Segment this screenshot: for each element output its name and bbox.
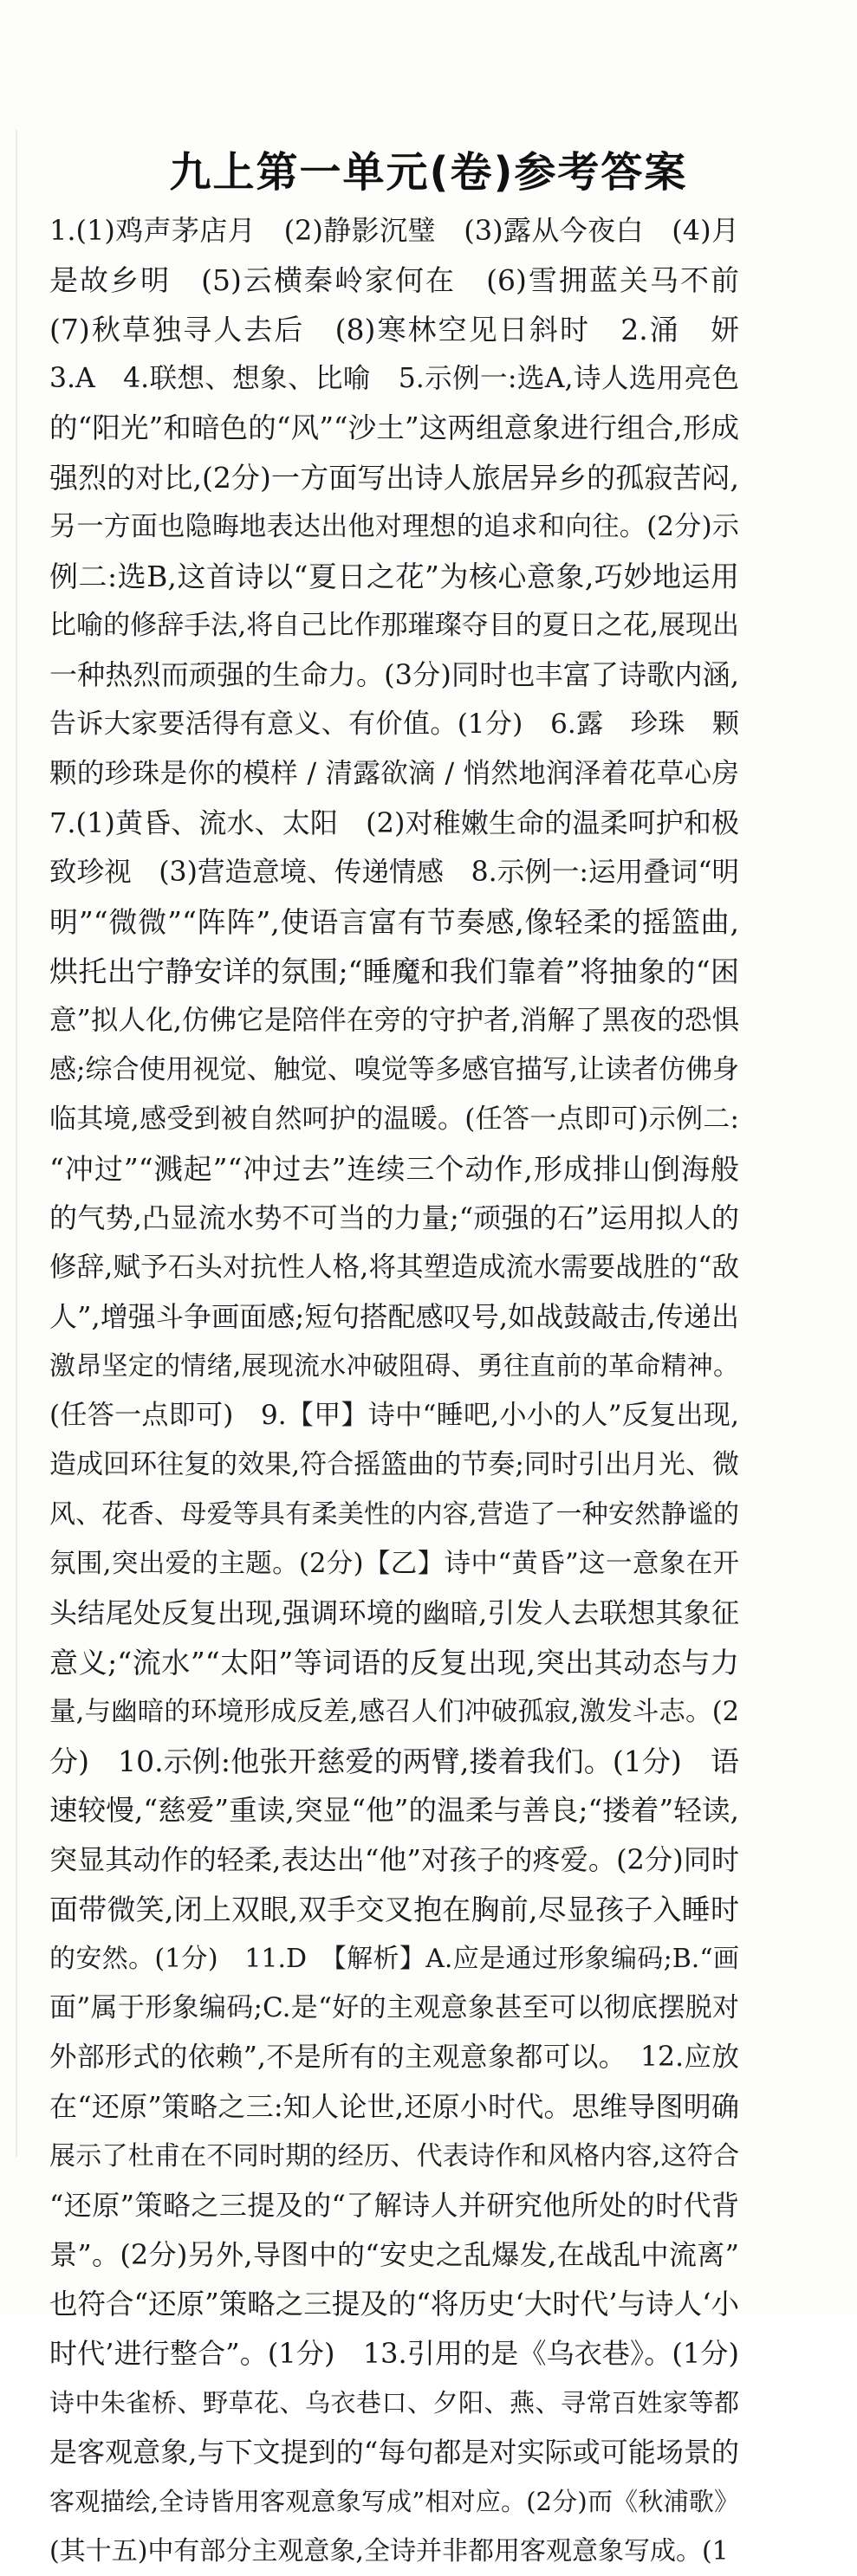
answer-line: “还原”策略之三提及的“了解诗人并研究他所处的时代背 bbox=[49, 2189, 739, 2222]
answer-line: 速较慢,“慈爱”重读,突显“他”的温柔与善良;“搂着”轻读, bbox=[49, 1794, 739, 1827]
answer-line: 告诉大家要活得有意义、有价值。(1分) 6.露 珍珠 颗 bbox=[49, 709, 739, 740]
answer-line: 致珍视 (3)营造意境、传递情感 8.示例一:运用叠词“明 bbox=[49, 857, 739, 888]
answer-line: 比喻的修辞手法,将自己比作那璀璨夺目的夏日之花,展现出 bbox=[49, 610, 739, 641]
answer-line: 是客观意象,与下文提到的“每句都是对实际或可能场景的 bbox=[49, 2436, 739, 2469]
answer-line: 一种热烈而顽强的生命力。(3分)同时也丰富了诗歌内涵, bbox=[49, 658, 739, 691]
answer-line: 1.(1)鸡声茅店月 (2)静影沉璧 (3)露从今夜白 (4)月 bbox=[49, 214, 739, 247]
answer-line: 面带微笑,闭上双眼,双手交叉抱在胸前,尽显孩子入睡时 bbox=[49, 1893, 739, 1926]
answer-line: 例二:选B,这首诗以“夏日之花”为核心意象,巧妙地运用 bbox=[49, 560, 739, 593]
answer-line: 客观描绘,全诗皆用客观意象写成”相对应。(2分)而《秋浦歌》 bbox=[49, 2487, 739, 2516]
answer-line: 意义;“流水”“太阳”等词语的反复出现,突出其动态与力 bbox=[49, 1646, 739, 1680]
answer-line: 风、花香、母爱等具有柔美性的内容,营造了一种安然静谧的 bbox=[49, 1499, 739, 1530]
answer-line: (7)秋草独寻人去后 (8)寒林空见日斜时 2.涌 妍 bbox=[49, 313, 739, 346]
answer-line: 人”,增强斗争画面感;短句搭配感叹号,如战鼓敲击,传递出 bbox=[49, 1300, 739, 1333]
answer-line: (其十五)中有部分主观意象,全诗并非都用客观意象写成。(1 bbox=[49, 2536, 729, 2566]
answer-line: 诗中朱雀桥、野草花、乌衣巷口、夕阳、燕、寻常百姓家等都 bbox=[49, 2388, 739, 2417]
answer-line: 也符合“还原”策略之三提及的“将历史‘大时代’与诗人‘小 bbox=[49, 2288, 739, 2320]
answer-line: 意”拟人化,仿佛它是陪伴在旁的守护者,消解了黑夜的恐惧 bbox=[49, 1005, 739, 1036]
answer-line: 强烈的对比,(2分)一方面写出诗人旅居异乡的孤寂苦闷, bbox=[49, 461, 739, 495]
answer-line: 量,与幽暗的环境形成反差,感召人们冲破孤寂,激发斗志。(2 bbox=[49, 1697, 739, 1727]
answer-line: 烘托出宁静安详的氛围;“睡魔和我们靠着”将抽象的“困 bbox=[49, 955, 739, 988]
answer-line: 氛围,突出爱的主题。(2分)【乙】诗中“黄昏”这一意象在开 bbox=[49, 1549, 739, 1579]
answer-line: 另一方面也隐晦地表达出他对理想的追求和向往。(2分)示 bbox=[49, 511, 739, 542]
answer-line: “冲过”“溅起”“冲过去”连续三个动作,形成排山倒海般 bbox=[49, 1152, 739, 1186]
answer-line: 7.(1)黄昏、流水、太阳 (2)对稚嫩生命的温柔呵护和极 bbox=[49, 806, 739, 839]
answer-line: (任答一点即可) 9.【甲】诗中“睡吧,小小的人”反复出现, bbox=[49, 1400, 739, 1431]
page-title: 九上第一单元(卷)参考答案 bbox=[169, 148, 688, 197]
answer-line: 是故乡明 (5)云横秦岭家何在 (6)雪拥蓝关马不前 bbox=[49, 263, 739, 297]
answer-line: 展示了杜甫在不同时期的经历、代表诗作和风格内容,这符合 bbox=[49, 2141, 739, 2171]
answer-line: 的气势,凸显流水势不可当的力量;“顽强的石”运用拟人的 bbox=[49, 1201, 739, 1234]
answer-line: 面”属于形象编码;C.是“好的主观意象甚至可以彻底摆脱对 bbox=[49, 1992, 739, 2023]
answer-line: 明”“微微”“阵阵”,使语言富有节奏感,像轻柔的摇篮曲, bbox=[49, 905, 739, 939]
answer-line: 突显其动作的轻柔,表达出“他”对孩子的疼爱。(2分)同时 bbox=[49, 1843, 739, 1876]
answer-line: 临其境,感受到被自然呵护的温暖。(任答一点即可)示例二: bbox=[49, 1104, 739, 1135]
answer-line: 的“阳光”和暗色的“风”“沙土”这两组意象进行组合,形成 bbox=[49, 411, 739, 444]
answer-line: 时代’进行整合”。(1分) 13.引用的是《乌衣巷》。(1分) bbox=[49, 2337, 739, 2370]
answer-line: 修辞,赋予石头对抗性人格,将其塑造成流水需要战胜的“敌 bbox=[49, 1252, 739, 1283]
answer-line: 分) 10.示例:他张开慈爱的两臂,搂着我们。(1分) 语 bbox=[49, 1744, 739, 1778]
answer-line: 激昂坚定的情绪,展现流水冲破阻碍、勇往直前的革命精神。 bbox=[49, 1351, 739, 1382]
answer-line: 头结尾处反复出现,强调环境的幽暗,引发人去联想其象征 bbox=[49, 1596, 739, 1629]
answer-line: 的安然。(1分) 11.D 【解析】A.应是通过形象编码;B.“画 bbox=[49, 1944, 739, 1974]
answer-line: 在“还原”策略之三:知人论世,还原小时代。思维导图明确 bbox=[49, 2090, 739, 2123]
answer-line: 颗的珍珠是你的模样 / 清露欲滴 / 悄然地润泽着花草心房 bbox=[49, 758, 739, 789]
page-edge-shadow bbox=[16, 130, 18, 2157]
answer-text-block bbox=[49, 206, 739, 2576]
answer-line: 3.A 4.联想、想象、比喻 5.示例一:选A,诗人选用亮色 bbox=[49, 363, 739, 394]
answer-line: 外部形式的依赖”,不是所有的主观意象都可以。 12.应放 bbox=[49, 2042, 739, 2073]
answer-line: 景”。(2分)另外,导图中的“安史之乱爆发,在战乱中流离” bbox=[49, 2238, 739, 2271]
answer-line: 感;综合使用视觉、触觉、嗅觉等多感官描写,让读者仿佛身 bbox=[49, 1054, 739, 1085]
answer-line: 造成回环往复的效果,符合摇篮曲的节奏;同时引出月光、微 bbox=[49, 1449, 739, 1480]
